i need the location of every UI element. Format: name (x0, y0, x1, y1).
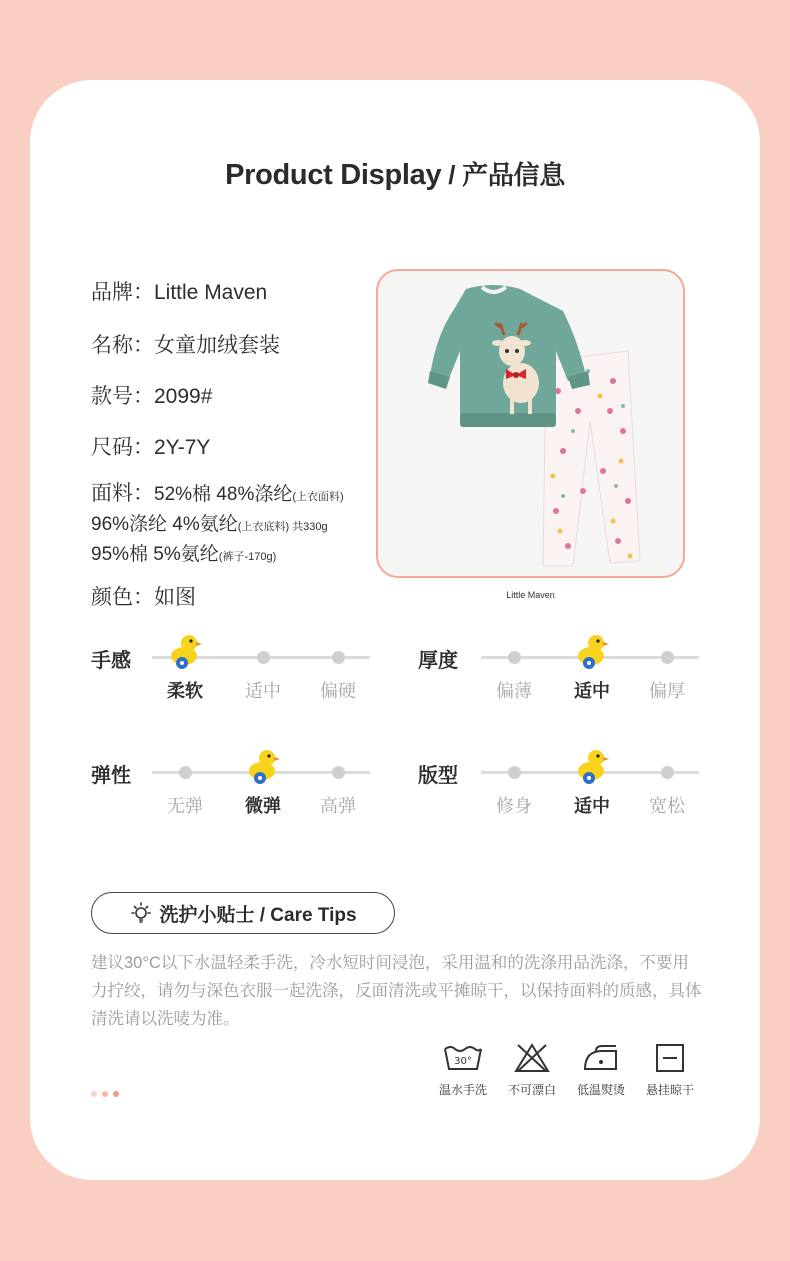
scale-option: 微弹 (245, 796, 281, 816)
scale-label: 弹性 (91, 765, 131, 787)
scale-dot (661, 651, 674, 664)
scale-dot (508, 651, 521, 664)
spec-brand: 品牌：Little Maven (91, 281, 268, 304)
pants-illustration (543, 351, 640, 566)
spec-size: 尺码：2Y-7Y (91, 436, 211, 459)
spec-color: 颜色：如图 (91, 586, 196, 609)
svg-text:30°: 30° (454, 1056, 472, 1067)
duck-marker-icon (167, 632, 203, 670)
scale-option: 偏硬 (320, 681, 356, 701)
scale-dot (508, 766, 521, 779)
low-iron-icon (582, 1043, 620, 1073)
spec-fabric: 面料：52%棉 48%涤纶(上衣面料) 96%涤纶 4%氨纶(上衣底料) 共330g 95%棉 5%氨纶(裤子-170g) (91, 482, 344, 565)
page-title: Product Display / 产品信息 (225, 159, 565, 191)
scale-label: 版型 (418, 765, 458, 787)
scale-option: 无弹 (167, 796, 203, 816)
duck-marker-icon (245, 747, 281, 785)
spec-name: 名称：女童加绒套装 (91, 334, 280, 357)
scale-option: 柔软 (167, 681, 203, 701)
scale-dot (332, 766, 345, 779)
no-bleach-icon (514, 1043, 550, 1073)
scale-dot (332, 651, 345, 664)
scale-option: 修身 (496, 796, 532, 816)
hand-wash-item: 30° 温水手洗 (428, 1043, 498, 1098)
scale-option: 适中 (574, 681, 610, 701)
scale-option: 适中 (245, 681, 281, 701)
scale-dot (179, 766, 192, 779)
scale-option: 宽松 (649, 796, 685, 816)
product-photo (376, 269, 685, 578)
duck-marker-icon (574, 632, 610, 670)
low-iron-item: 低温熨烫 (566, 1043, 636, 1098)
scale-label: 手感 (91, 650, 131, 672)
scale-option: 偏薄 (496, 681, 532, 701)
duck-marker-icon (574, 747, 610, 785)
care-tips-pill (91, 892, 395, 934)
scale-option: 高弹 (320, 796, 356, 816)
scale-dot (661, 766, 674, 779)
no-bleach-item: 不可漂白 (497, 1043, 567, 1098)
scale-option: 适中 (574, 796, 610, 816)
scale-option: 偏厚 (649, 681, 685, 701)
spec-style-number: 款号：2099# (91, 385, 213, 408)
lightbulb-icon (129, 901, 153, 925)
page-dots (91, 1091, 119, 1097)
photo-caption: Little Maven (506, 590, 555, 600)
hand-wash-30-icon (443, 1043, 483, 1073)
hang-dry-icon (655, 1043, 685, 1073)
scale-label: 厚度 (418, 650, 458, 672)
hang-dry-item: 悬挂晾干 (635, 1043, 705, 1098)
care-tips-label: 洗护小贴士 / Care Tips (159, 904, 357, 926)
care-instructions: 建议30°C以下水温轻柔手洗，冷水短时间浸泡，采用温和的洗涤用品洗涤，不要用力拧绞，请勿与深色衣服一起洗涤，反面清洗或平摊晾干，以保持面料的质感，具体清洗请以洗唛为准。 (91, 954, 702, 1028)
scale-dot (257, 651, 270, 664)
